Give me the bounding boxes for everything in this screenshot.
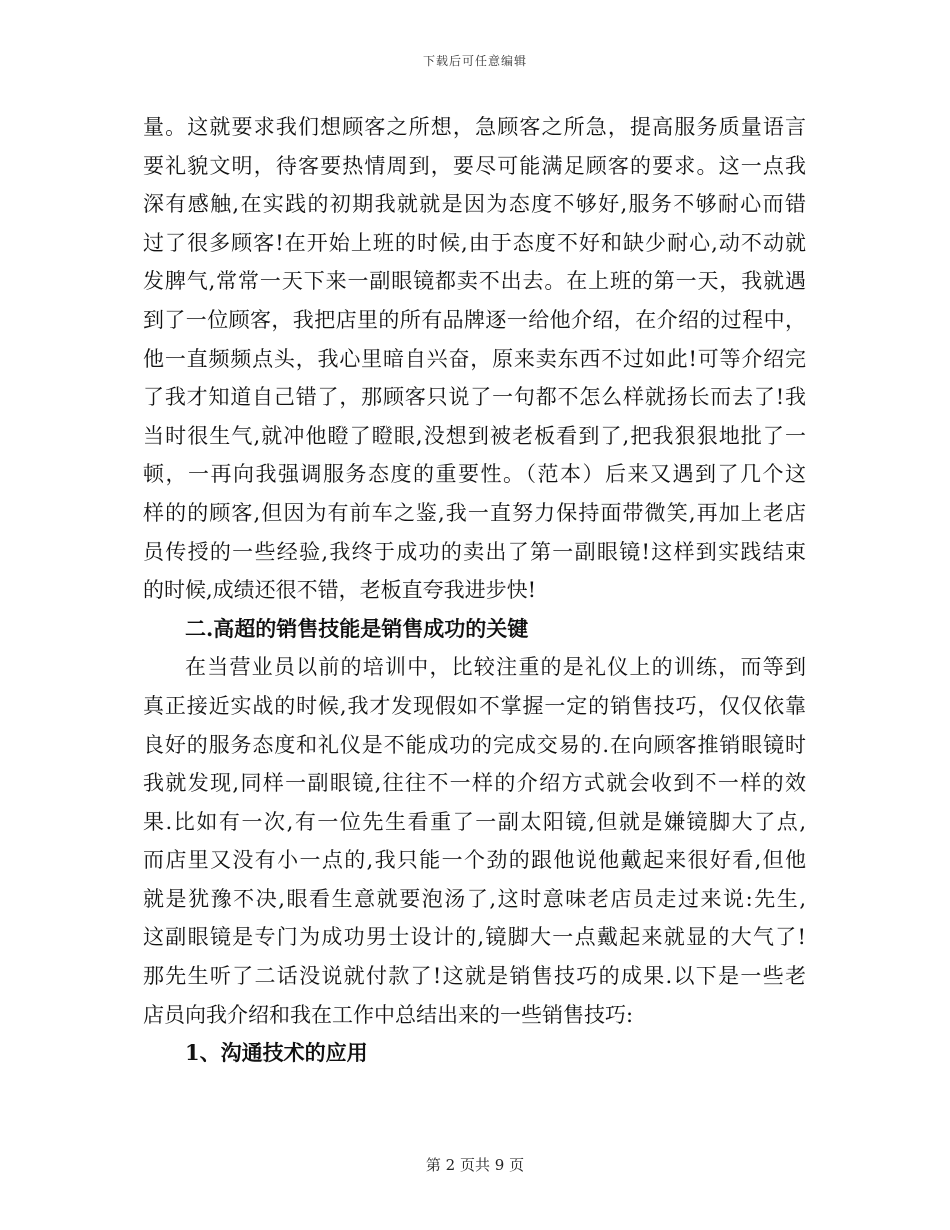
body-line: 样的的顾客,但因为有前车之鉴,我一直努力保持面带微笑,再加上老店 (143, 500, 806, 525)
body-line: 果.比如有一次,有一位先生看重了一副太阳镜,但就是嫌镜脚大了点, (143, 809, 806, 834)
body-line: 的时候,成绩还很不错，老板直夸我进步快! (143, 578, 537, 603)
body-line: 在当营业员以前的培训中，比较注重的是礼仪上的训练，而等到 (185, 655, 806, 680)
body-line: 真正接近实战的时候,我才发现假如不掌握一定的销售技巧，仅仅依靠 (143, 693, 806, 718)
body-line: 深有感触,在实践的初期我就就是因为态度不够好,服务不够耐心而错 (143, 192, 806, 217)
body-line: 而店里又没有小一点的,我只能一个劲的跟他说他戴起来很好看,但他 (143, 848, 806, 873)
body-line: 店员向我介绍和我在工作中总结出来的一些销售技巧: (143, 1002, 634, 1027)
document-body (143, 108, 806, 1073)
body-line: 良好的服务态度和礼仪是不能成功的完成交易的.在向顾客推销眼镜时 (143, 732, 806, 757)
body-line: 就是犹豫不决,眼看生意就要泡汤了,这时意味老店员走过来说:先生, (143, 886, 806, 911)
body-line: 了我才知道自己错了，那顾客只说了一句都不怎么样就扬长而去了!我 (143, 385, 806, 410)
subsection-heading: 1、沟通技术的应用 (185, 1040, 368, 1066)
body-line: 顿，一再向我强调服务态度的重要性。（范本）后来又遇到了几个这 (143, 462, 806, 487)
body-line: 要礼貌文明，待客要热情周到，要尽可能满足顾客的要求。这一点我 (143, 153, 806, 178)
body-line: 当时很生气,就冲他瞪了瞪眼,没想到被老板看到了,把我狠狠地批了一 (143, 423, 806, 448)
body-line: 这副眼镜是专门为成功男士设计的,镜脚大一点戴起来就显的大气了! (143, 925, 806, 950)
page-footer: 第 2 页共 9 页 (425, 1156, 525, 1174)
body-line: 量。这就要求我们想顾客之所想，急顾客之所急，提高服务质量语言 (143, 115, 806, 139)
body-line: 我就发现,同样一副眼镜,往往不一样的介绍方式就会收到不一样的效 (143, 771, 806, 796)
section-heading: 二.高超的销售技能是销售成功的关键 (185, 615, 529, 641)
body-line: 他一直频频点头，我心里暗自兴奋，原来卖东西不过如此!可等介绍完 (143, 346, 806, 371)
body-line: 那先生听了二话没说就付款了!这就是销售技巧的成果.以下是一些老 (143, 964, 806, 989)
body-line: 到了一位顾客，我把店里的所有品牌逐一给他介绍，在介绍的过程中， (143, 307, 806, 332)
page-header: 下载后可任意编辑 (422, 54, 527, 68)
body-line: 发脾气,常常一天下来一副眼镜都卖不出去。在上班的第一天，我就遇 (143, 269, 806, 294)
body-line: 员传授的一些经验,我终于成功的卖出了第一副眼镜!这样到实践结束 (143, 539, 806, 564)
body-line: 过了很多顾客!在开始上班的时候,由于态度不好和缺少耐心,动不动就 (143, 230, 806, 255)
